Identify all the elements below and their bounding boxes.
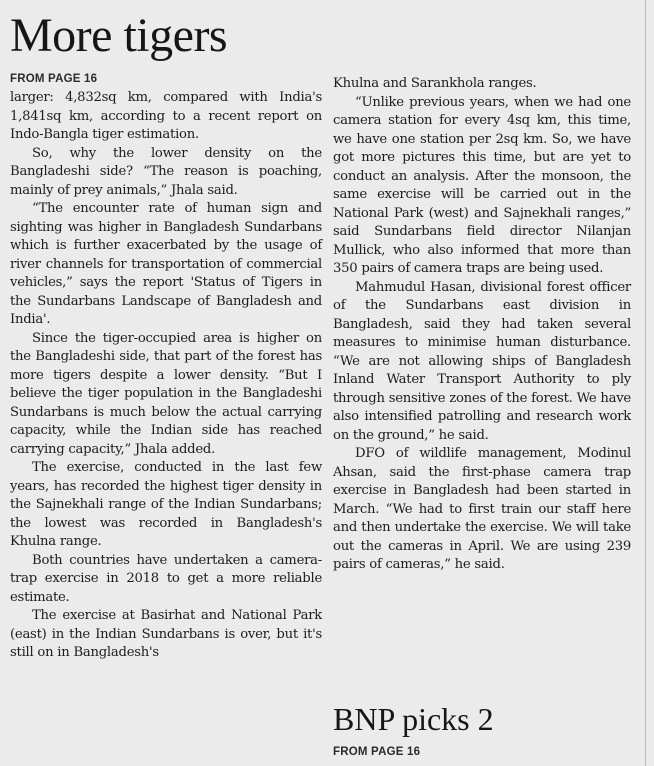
right-column-body — [333, 75, 631, 575]
paragraph: The exercise at Basirhat and National Park (east) in the Indian Sundarbans is over, but it's still on in Bangladesh's — [10, 608, 322, 660]
left-column-body — [10, 89, 322, 663]
paragraph: “The encounter rate of human sign and sighting was higher in Bangladesh Sundarbans which is further exacerbated by the usage of river channels for transportation of commercial vehicles,” says the report 'Status of Tigers in the Sundarbans Landscape of Bangladesh and India'. — [10, 201, 322, 327]
next-article-continued-from-label: FROM PAGE 16 — [333, 746, 421, 758]
paragraph: Mahmudul Hasan, divisional forest officer of the Sundarbans east division in Bangladesh, said they had taken several measures to minimise human disturbance. “We are not allowing ships of Bangladesh Inland Water Transport Authority to ply through sensitive zones of the forest. We have also intensified patrolling and research work on the ground,” he said. — [333, 279, 631, 443]
column-divider — [645, 0, 646, 766]
next-article-headline: BNP picks 2 — [333, 701, 494, 737]
paragraph: Both countries have undertaken a camera-trap exercise in 2018 to get a more reliable estimate. — [10, 552, 322, 605]
paragraph: Since the tiger-occupied area is higher on the Bangladeshi side, that part of the forest has more tigers despite a lower density. “But I believe the tiger population in the Bangladeshi Sundarbans is much below the actual carrying capacity, while the Indian side has reached carrying capacity,” Jhala added. — [10, 330, 322, 457]
paragraph: So, why the lower density on the Bangladeshi side? “The reason is poaching, mainly of prey animals,” Jhala said. — [10, 145, 322, 198]
continued-from-label: FROM PAGE 16 — [10, 73, 98, 85]
paragraph: DFO of wildlife management, Modinul Ahsan, said the first-phase camera trap exercise in Bangladesh had been started in March. “We had to first train our staff here and then undertake the exercise. We will take out the cameras in April. We are using 239 pairs of cameras,” he said. — [333, 446, 631, 572]
paragraph: The exercise, conducted in the last few years, has recorded the highest tiger density in the Sajnekhali range of the Indian Sundarbans; the lowest was recorded in Bangladesh's Khulna range. — [10, 460, 322, 549]
article-headline: More tigers — [10, 9, 228, 62]
paragraph: larger: 4,832sq km, compared with India's 1,841sq km, according to a recent report on Indo-Bangla tiger estimation. — [10, 90, 322, 142]
paragraph: Khulna and Sarankhola ranges. — [333, 76, 537, 91]
paragraph: “Unlike previous years, when we had one camera station for every 4sq km, this time, we have one station per 2sq km. So, we have got more pictures this time, but are yet to conduct an analysis. After the monsoon, the same exercise will be carried out in the National Park (west) and Sajnekhali ranges,” said Sundarbans field director Nilanjan Mullick, who also informed that more than 350 pairs of camera traps are being used. — [333, 94, 631, 276]
